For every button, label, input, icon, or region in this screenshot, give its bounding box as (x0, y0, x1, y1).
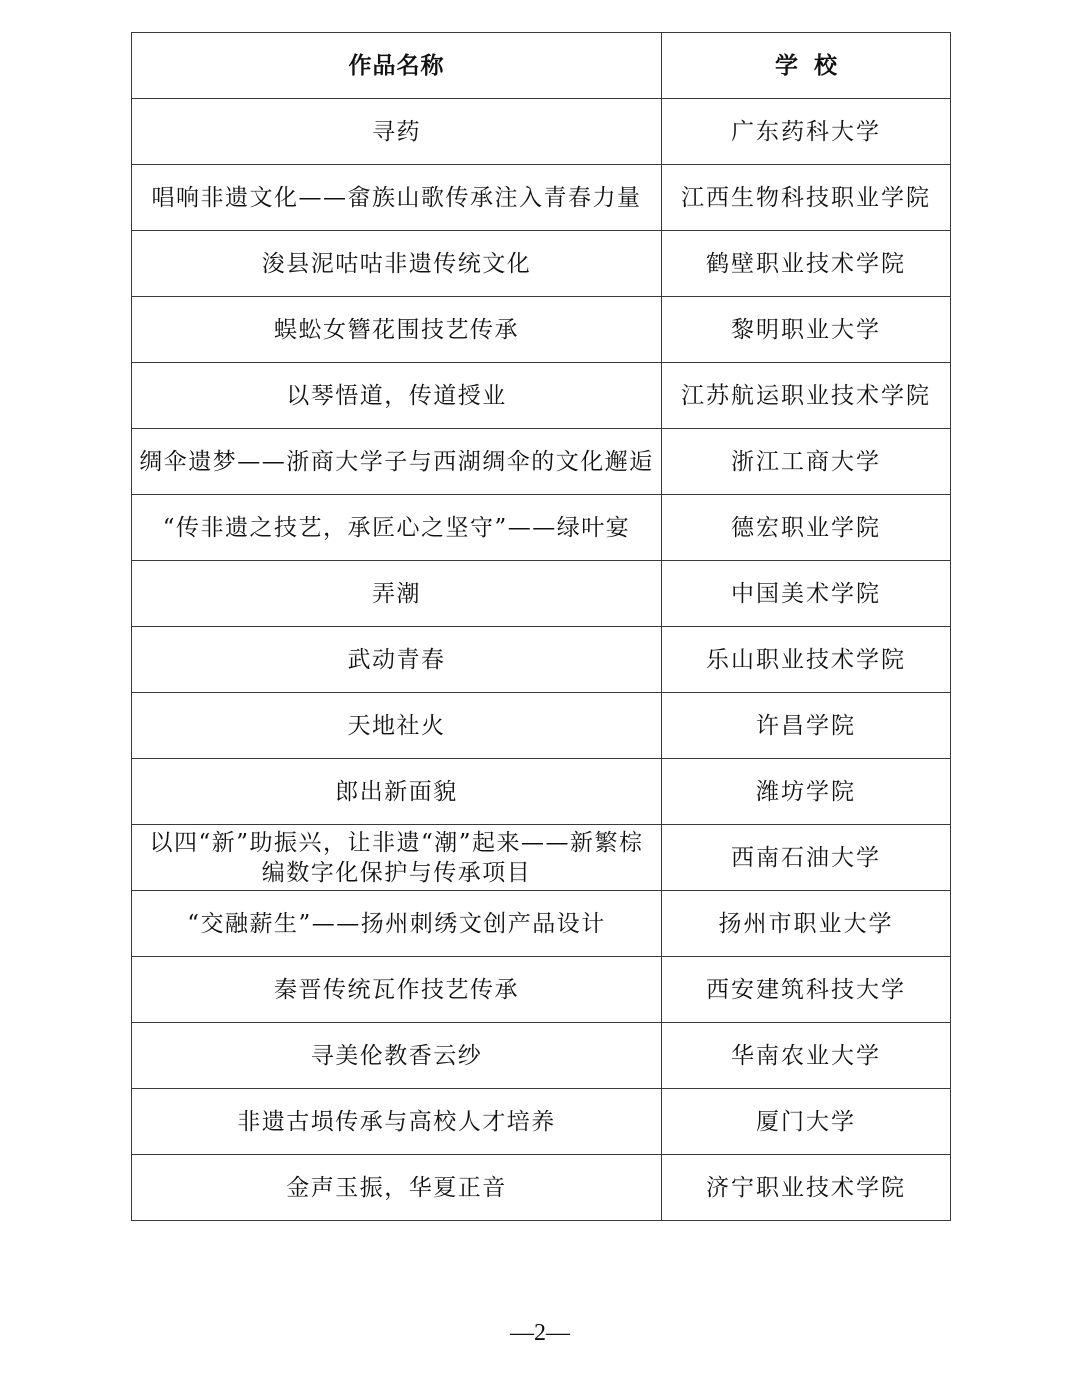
table-row (132, 891, 951, 957)
table-row (132, 561, 951, 627)
work-name-cell: 绸伞遗梦——浙商大学子与西湖绸伞的文化邂逅 (132, 429, 662, 495)
work-name-cell: “交融薪生”——扬州刺绣文创产品设计 (132, 891, 662, 957)
work-name-cell: 金声玉振，华夏正音 (132, 1155, 662, 1221)
table-row (132, 759, 951, 825)
school-cell: 浙江工商大学 (662, 429, 951, 495)
work-name-cell: 浚县泥咕咕非遗传统文化 (132, 231, 662, 297)
school-cell: 德宏职业学院 (662, 495, 951, 561)
table-header-row (132, 33, 951, 99)
table-row (132, 957, 951, 1023)
work-name-cell: 寻药 (132, 99, 662, 165)
work-name-cell: 寻美伦教香云纱 (132, 1023, 662, 1089)
table-body (132, 99, 951, 1221)
work-name-cell: 天地社火 (132, 693, 662, 759)
table-row (132, 99, 951, 165)
table-row (132, 1023, 951, 1089)
award-list-table (131, 32, 951, 1221)
table-row (132, 1089, 951, 1155)
table-row (132, 825, 951, 891)
table-row (132, 231, 951, 297)
school-cell: 西南石油大学 (662, 825, 951, 891)
page-number: —2— (510, 1320, 570, 1346)
school-cell: 济宁职业技术学院 (662, 1155, 951, 1221)
work-name-cell: “传非遗之技艺，承匠心之坚守”——绿叶宴 (132, 495, 662, 561)
work-name-cell: 以四“新”助振兴，让非遗“潮”起来——新繁棕编数字化保护与传承项目 (132, 825, 662, 891)
table-row (132, 297, 951, 363)
table-row (132, 693, 951, 759)
school-cell: 鹤壁职业技术学院 (662, 231, 951, 297)
school-cell: 华南农业大学 (662, 1023, 951, 1089)
table-row (132, 363, 951, 429)
column-header-school: 学校 (662, 33, 951, 99)
school-cell: 许昌学院 (662, 693, 951, 759)
column-header-work-name: 作品名称 (132, 33, 662, 99)
school-cell: 中国美术学院 (662, 561, 951, 627)
table-row (132, 429, 951, 495)
table-row (132, 1155, 951, 1221)
school-cell: 乐山职业技术学院 (662, 627, 951, 693)
school-cell: 江苏航运职业技术学院 (662, 363, 951, 429)
work-name-cell: 武动青春 (132, 627, 662, 693)
school-cell: 厦门大学 (662, 1089, 951, 1155)
work-name-cell: 弄潮 (132, 561, 662, 627)
work-name-cell: 蜈蚣女簪花围技艺传承 (132, 297, 662, 363)
school-cell: 潍坊学院 (662, 759, 951, 825)
school-cell: 扬州市职业大学 (662, 891, 951, 957)
work-name-cell: 秦晋传统瓦作技艺传承 (132, 957, 662, 1023)
school-cell: 江西生物科技职业学院 (662, 165, 951, 231)
table-row (132, 495, 951, 561)
school-cell: 广东药科大学 (662, 99, 951, 165)
school-cell: 西安建筑科技大学 (662, 957, 951, 1023)
work-name-cell: 以琴悟道，传道授业 (132, 363, 662, 429)
work-name-cell: 唱响非遗文化——畲族山歌传承注入青春力量 (132, 165, 662, 231)
table-row (132, 165, 951, 231)
work-name-cell: 非遗古埙传承与高校人才培养 (132, 1089, 662, 1155)
table-row (132, 627, 951, 693)
school-cell: 黎明职业大学 (662, 297, 951, 363)
work-name-cell: 郎出新面貌 (132, 759, 662, 825)
